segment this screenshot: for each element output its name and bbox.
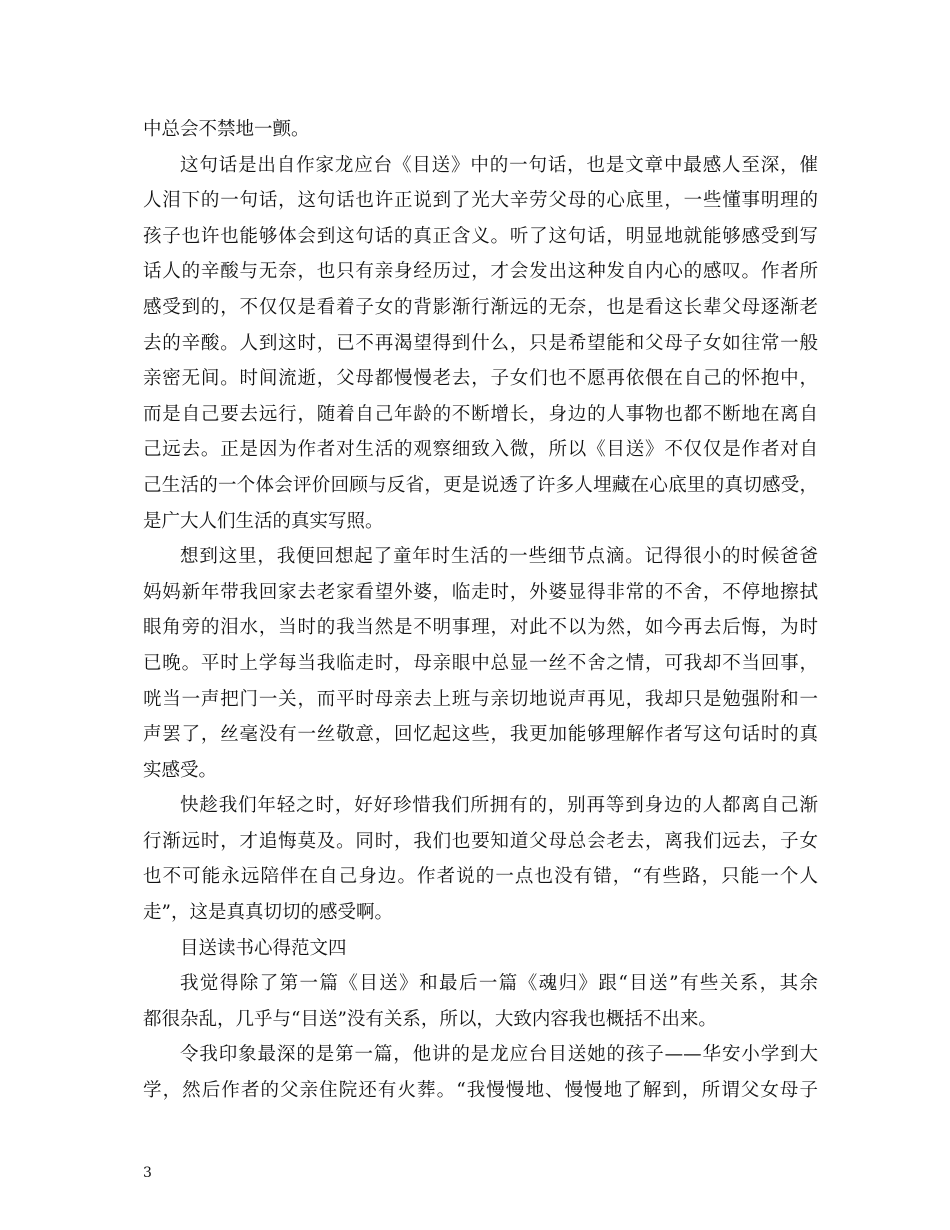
text-line: 是广大人们生活的真实写照。 [143, 510, 384, 532]
text-line: 话人的辛酸与无奈，也只有亲身经历过，才会发出这种发自内心的感叹。作者所 [143, 261, 818, 283]
text-line: 感受到的，不仅仅是看着子女的背影渐行渐远的无奈，也是看这长辈父母逐渐老 [143, 296, 818, 318]
text-line: 咣当一声把门一关，而平时母亲去上班与亲切地说声再见，我却只是勉强附和一 [143, 688, 818, 710]
text-line: 声罢了，丝毫没有一丝敬意，回忆起这些，我更加能够理解作者写这句话时的真 [143, 724, 818, 746]
text-line: 眼角旁的泪水，当时的我当然是不明事理，对此不以为然，如今再去后悔，为时 [143, 617, 818, 639]
section-heading: 目送读书心得范文四 [180, 937, 347, 959]
text-line: 这句话是出自作家龙应台《目送》中的一句话，也是文章中最感人至深，催 [180, 154, 818, 176]
text-line: 人泪下的一句话，这句话也许正说到了光大辛劳父母的心底里，一些懂事明理的 [143, 190, 818, 212]
text-line: 也不可能永远陪伴在自己身边。作者说的一点也没有错，“有些路，只能一个人 [143, 866, 818, 888]
text-line: 都很杂乱，几乎与“目送”没有关系，所以，大致内容我也概括不出来。 [143, 1008, 717, 1030]
text-line: 快趁我们年轻之时，好好珍惜我们所拥有的，别再等到身边的人都离自己渐 [180, 795, 818, 817]
text-line: 己远去。正是因为作者对生活的观察细致入微，所以《目送》不仅仅是作者对自 [143, 439, 818, 461]
text-line: 而是自己要去远行，随着自己年龄的不断增长，身边的人事物也都不断地在离自 [143, 403, 818, 425]
text-line: 亲密无间。时间流逝，父母都慢慢老去，子女们也不愿再依偎在自己的怀抱中， [143, 368, 818, 390]
text-line: 我觉得除了第一篇《目送》和最后一篇《魂归》跟“目送”有些关系，其余 [180, 973, 818, 995]
document-body [143, 112, 818, 1109]
text-line: 中总会不禁地一颤。 [143, 119, 310, 140]
text-line: 想到这里，我便回想起了童年时生活的一些细节点滴。记得很小的时候爸爸 [180, 546, 818, 568]
text-line: 去的辛酸。人到这时，已不再渴望得到什么，只是希望能和父母子女如往常一般 [143, 332, 818, 354]
text-line: 实感受。 [143, 759, 218, 781]
text-line: 已晚。平时上学每当我临走时，母亲眼中总显一丝不舍之情，可我却不当回事， [143, 652, 818, 674]
text-line: 行渐远时，才追悔莫及。同时，我们也要知道父母总会老去，离我们远去，子女 [143, 830, 818, 852]
text-line: 走”，这是真真切切的感受啊。 [143, 902, 393, 924]
text-line: 学，然后作者的父亲住院还有火葬。“我慢慢地、慢慢地了解到，所谓父女母子 [143, 1080, 818, 1102]
text-line: 己生活的一个体会评价回顾与反省，更是说透了许多人埋藏在心底里的真切感受， [143, 474, 818, 496]
text-line: 妈妈新年带我回家去老家看望外婆，临走时，外婆显得非常的不舍，不停地擦拭 [143, 581, 818, 603]
text-line: 令我印象最深的是第一篇，他讲的是龙应台目送她的孩子——华安小学到大 [180, 1044, 818, 1066]
page-number: 3 [143, 1165, 152, 1181]
text-line: 孩子也许也能够体会到这句话的真正含义。听了这句话，明显地就能够感受到写 [143, 225, 818, 247]
